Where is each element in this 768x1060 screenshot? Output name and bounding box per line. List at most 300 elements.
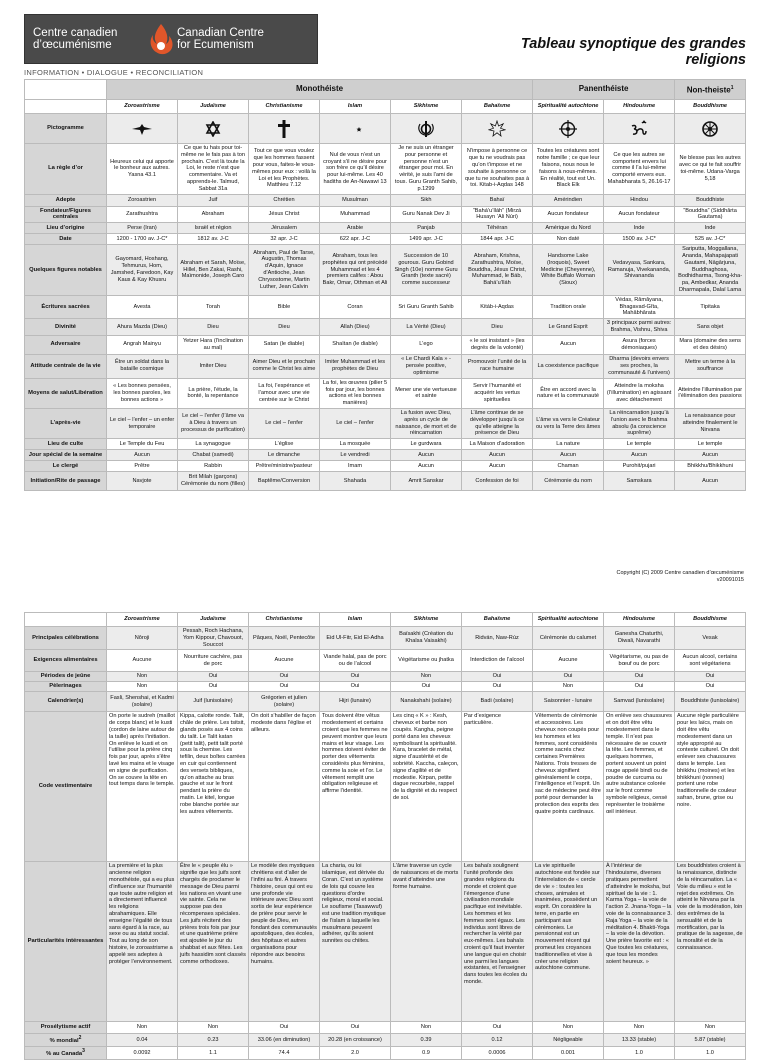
table-cell: Non bbox=[604, 1022, 675, 1034]
table-cell: L’âme continue de se développer jusqu’à ce qu’elle atteigne la présence de Dieu bbox=[462, 408, 533, 438]
table-cell: Allah (Dieu) bbox=[320, 319, 391, 336]
table-cell: Oui bbox=[178, 682, 249, 692]
table-cell: Baïsakhi (Création du Khalsa Vaisakhi) bbox=[391, 627, 462, 650]
row-label-text: Fondateur/Figures centrales bbox=[40, 207, 91, 221]
group-header-non-theiste bbox=[675, 80, 746, 100]
table-cell: Oui bbox=[675, 672, 746, 682]
table-cell: Ahura Mazda (Dieu) bbox=[107, 319, 178, 336]
table-cell: Cérémonie du calumet bbox=[533, 627, 604, 650]
table-cell: Aucune bbox=[533, 650, 604, 672]
table-cell: Le ciel – l’enfer (l’âme va à Dieu à travers un processus de purification) bbox=[178, 408, 249, 438]
column-header-zoroastrisme: Zoroastrisme bbox=[107, 613, 178, 627]
table-cell: 1200 - 1700 av. J-C* bbox=[107, 234, 178, 245]
table-cell: Hindou bbox=[604, 194, 675, 206]
pictogram-cell-hindouisme bbox=[604, 114, 675, 144]
table-cell: 3 principaux parmi autres: Brahma, Vishnu, Shiva bbox=[604, 319, 675, 336]
table-cell: Tradition orale bbox=[533, 295, 604, 318]
pictogram-cell-bouddhisme bbox=[675, 114, 746, 144]
star-of-david-icon bbox=[180, 121, 246, 137]
table-row-exigences-alimentaires bbox=[25, 650, 746, 672]
table-cell: Dieu bbox=[462, 319, 533, 336]
table-cell: Prêtre/ministre/pasteur bbox=[249, 461, 320, 472]
table-cell: 0.0092 bbox=[107, 1047, 178, 1060]
row-label-moyens-de-salut-liberation bbox=[25, 378, 107, 408]
table-cell: La Maison d’adoration bbox=[462, 439, 533, 450]
non-theiste-label: Non-theiste bbox=[686, 85, 731, 95]
table-cell: Être un soldat dans la bataille cosmique bbox=[107, 354, 178, 378]
flame-logo-icon bbox=[147, 22, 175, 56]
synoptic-table-part1 bbox=[24, 79, 746, 491]
table-cell: Le ciel – l’enfer bbox=[249, 408, 320, 438]
table-cell: Oui bbox=[320, 672, 391, 682]
table-cell: Non bbox=[107, 1022, 178, 1034]
table-cell: Bouddhiste (lunisolaire) bbox=[675, 692, 746, 712]
table-cell: Samskara bbox=[604, 472, 675, 491]
row-label-text: Pictogramme bbox=[47, 125, 84, 132]
table-cell: Pessah, Roch Hachana, Yom Kippour, Chavouot, Souccot bbox=[178, 627, 249, 650]
table-row-pelerinages bbox=[25, 682, 746, 692]
table-cell: La charia, ou loi islamique, est dérivée du Coran. C’est un système de lois qui couvre les questions d’ordre religieux, moral et social. Le soufisme (Tasawwuf) est une tradition mystique de l’islam à laquelle les musulmans peuvent adhérer, qu’ils soient sunnites ou chiites. bbox=[320, 862, 391, 1022]
column-header-bouddhisme: Bouddhisme bbox=[675, 100, 746, 114]
table-cell: Imam bbox=[320, 461, 391, 472]
table-cell: Être en accord avec la nature et la communauté bbox=[533, 378, 604, 408]
row-label-text: Écritures sacrées bbox=[41, 303, 90, 310]
table-cell: La Vérité (Dieu) bbox=[391, 319, 462, 336]
row-label-ecritures-sacrees bbox=[25, 295, 107, 318]
table-cell: Atteindre la moksha (l’illumination) en agissant avec détachement bbox=[604, 378, 675, 408]
table-cell: Dieu bbox=[249, 319, 320, 336]
table-cell: Ridván, Naw-Rúz bbox=[462, 627, 533, 650]
table-cell: Ce que les autres se comportent envers lui comme il l’a lui-même comporté envers eux. Mahabharata 5, 26.16-17 bbox=[604, 144, 675, 195]
row-label-au-canada bbox=[25, 1047, 107, 1060]
table-cell: 5.87 (stable) bbox=[675, 1034, 746, 1047]
table-cell: Aucun bbox=[107, 450, 178, 461]
footnote-marker: 2 bbox=[78, 1035, 82, 1042]
faravahar-icon bbox=[109, 122, 175, 136]
table-cell: Mettre un terme à la souffrance bbox=[675, 354, 746, 378]
table-cell: Mener une vie vertueuse et sainte bbox=[391, 378, 462, 408]
table-cell: Sariputta, Moggallana, Ananda, Mahapajapati Gautami, Nāgārjuna, Buddhaghosa, Bodhidharma, Tsong-kha-pa, Ambedkar, Ananda Dharmapala, Dalaï Lama bbox=[675, 245, 746, 296]
table-cell: Non bbox=[533, 682, 604, 692]
table-cell: Shahada bbox=[320, 472, 391, 491]
row-label-text: Périodes de jeûne bbox=[40, 673, 91, 680]
row-label-date bbox=[25, 234, 107, 245]
table-cell: Par d’exigence particulière. bbox=[462, 712, 533, 862]
table-cell: Chaman bbox=[533, 461, 604, 472]
table-cell: Interdiction de l’alcool bbox=[462, 650, 533, 672]
table-cell: Guru Nanak Dev Ji bbox=[391, 206, 462, 223]
table-row-la-regle-d-or bbox=[25, 144, 746, 195]
table-cell: Toutes les créatures sont notre famille ; ce que leur faisons, nous nous le faisons à nous-mêmes. En réalité, tout est Un. Black Elk bbox=[533, 144, 604, 195]
table-row-initiation-rite-de-passage bbox=[25, 472, 746, 491]
table-cell: Non daté bbox=[533, 234, 604, 245]
table-cell: Tous doivent être vêtus modestement et certains croient que les femmes ne peuvent montrer que leurs mains et leur visage. Les hommes doivent éviter de porter des vêtements considérés plus féminins, comme la soie et l’or. Le vêtement remplit une obligation religieuse et affirme l’identité. bbox=[320, 712, 391, 862]
table-cell: Oui bbox=[462, 672, 533, 682]
table-row-particularites-interessantes bbox=[25, 862, 746, 1022]
table-cell: Oui bbox=[462, 1022, 533, 1034]
table-cell: L’âme traverse un cycle de naissances et de morts avant d’atteindre une forme humaine. bbox=[391, 862, 462, 1022]
table-cell: La vie spirituelle autochtone est fondée sur l’interrelation de « cercle de vie » : toutes les choses, animales et inanimées, possèdent un esprit. On considère la terre, en partie en participant aux cérémonies. Le pensionnat est un mouvement récent qui promeut les croyances traditionnelles et vise à créer une religion autochtone commune. bbox=[533, 862, 604, 1022]
table-cell: Oui bbox=[675, 682, 746, 692]
table-cell: Non bbox=[107, 672, 178, 682]
table-cell: 1.0 bbox=[675, 1047, 746, 1060]
khanda-icon bbox=[393, 120, 459, 138]
table-cell: Dieu bbox=[178, 319, 249, 336]
table-cell: La réincarnation jusqu’à l’union avec le Brahma absolu (la conscience suprême) bbox=[604, 408, 675, 438]
table-cell: Sans objet bbox=[675, 319, 746, 336]
pictogram-cell-judaisme bbox=[178, 114, 249, 144]
table-cell: Oui bbox=[320, 1022, 391, 1034]
row-label-text: Quelques figures notables bbox=[29, 266, 102, 273]
table-cell: 0.04 bbox=[107, 1034, 178, 1047]
table-cell: La prière, l’étude, la bonté, la repentance bbox=[178, 378, 249, 408]
table-cell: La première et la plus ancienne religion monothéiste, qui a eu plus d’influence sur l’humanité que toute autre religion et a directement influencé les religions abrahamiques. Elle enseigne l’égalité de tous sans égard à la race, au sexe ou au statut social. Tout au long de son histoire, le zoroastrisme a appelé ses adeptes à protéger l’environnement. bbox=[107, 862, 178, 1022]
table-cell: 0.12 bbox=[462, 1034, 533, 1047]
table-cell: Oui bbox=[249, 672, 320, 682]
row-label-quelques-figures-notables bbox=[25, 245, 107, 296]
table-cell: Oui bbox=[462, 682, 533, 692]
logo-tagline: INFORMATION • DIALOGUE • RECONCILIATION bbox=[24, 68, 204, 77]
logo bbox=[24, 14, 318, 64]
table-cell: Servir l’humanité et acquérir les vertus spirituelles bbox=[462, 378, 533, 408]
table-cell: Brit Milah (garçons) Cérémonie du nom (filles) bbox=[178, 472, 249, 491]
synoptic-table-part2 bbox=[24, 612, 746, 1060]
row-label-pelerinages bbox=[25, 682, 107, 692]
group-header-panentheiste: Panenthéiste bbox=[533, 80, 675, 100]
table-cell: Ganesha Chaturthi, Diwali, Navarathi bbox=[604, 627, 675, 650]
table-cell: Non bbox=[675, 1022, 746, 1034]
table-cell: Satan (le diable) bbox=[249, 335, 320, 354]
table-cell: Kitáb-i-Aqdas bbox=[462, 295, 533, 318]
table-cell: 525 av. J-C* bbox=[675, 234, 746, 245]
pictogram-cell-christianisme bbox=[249, 114, 320, 144]
table-cell: Non bbox=[107, 682, 178, 692]
row-label-la-regle-d-or bbox=[25, 144, 107, 195]
table-cell: « le soi insistant » (les degrés de la volonté) bbox=[462, 335, 533, 354]
table-cell: 1499 apr. J-C bbox=[391, 234, 462, 245]
table-cell: Le temple bbox=[675, 439, 746, 450]
table-cell: Sikh bbox=[391, 194, 462, 206]
footer bbox=[617, 570, 744, 584]
copyright-text: Copyright (C) 2009 Centre canadien d’œcuménisme bbox=[616, 570, 744, 576]
table-cell: 0.0006 bbox=[462, 1047, 533, 1060]
table-cell: Zoroastrien bbox=[107, 194, 178, 206]
table-cell: Végétarisme ou jhatka bbox=[391, 650, 462, 672]
column-header-spiritualite-autochtone: Spiritualité autochtone bbox=[533, 100, 604, 114]
table-row-lieu-d-origine bbox=[25, 223, 746, 234]
logo-text-en: Canadian Centre for Ecumenism bbox=[177, 27, 264, 51]
table-cell: « Les bonnes pensées, les bonnes paroles, les bonnes actions » bbox=[107, 378, 178, 408]
row-label-lieu-de-culte bbox=[25, 439, 107, 450]
table-cell: Avesta bbox=[107, 295, 178, 318]
pictogram-cell-zoroastrisme bbox=[107, 114, 178, 144]
table-cell: Arabie bbox=[320, 223, 391, 234]
row-label-text: % mondial bbox=[49, 1038, 79, 1045]
table-row-ecritures-sacrees bbox=[25, 295, 746, 318]
version-text: v20091015 bbox=[716, 577, 744, 583]
table-cell: 74.4 bbox=[249, 1047, 320, 1060]
table-cell: Aucune bbox=[107, 650, 178, 672]
group-header-monotheiste: Monothéiste bbox=[107, 80, 533, 100]
table-cell: Bouddhiste bbox=[675, 194, 746, 206]
column-header-zoroastrisme: Zoroastrisme bbox=[107, 100, 178, 114]
table-cell: Prêtre bbox=[107, 461, 178, 472]
row-label-exigences-alimentaires bbox=[25, 650, 107, 672]
table-cell: “Bouddha” (Siddhârta Gautama) bbox=[675, 206, 746, 223]
table-row-mondial bbox=[25, 1034, 746, 1047]
row-label-text: Lieu de culte bbox=[47, 440, 84, 447]
table-row-quelques-figures-notables bbox=[25, 245, 746, 296]
table-cell: Oui bbox=[249, 1022, 320, 1034]
dharma-wheel-icon bbox=[677, 120, 743, 138]
table-cell: Non bbox=[391, 1022, 462, 1034]
table-cell: Cérémonie du nom bbox=[533, 472, 604, 491]
table-cell: Aucun fondateur bbox=[604, 206, 675, 223]
pictogram-cell-spiritualite-autochtone bbox=[533, 114, 604, 144]
table-cell: Imiter Dieu bbox=[178, 354, 249, 378]
table-cell: Chrétien bbox=[249, 194, 320, 206]
table-cell: La nature bbox=[533, 439, 604, 450]
table-cell: Ce que tu hais pour toi-même ne le fais pas à ton prochain. C’est là toute la Loi, le reste n’est que commentaire. Va et apprends-le. Talmud, Sabbat 31a bbox=[178, 144, 249, 195]
table-cell: À l’intérieur de l’hindouisme, diverses pratiques permettent d’atteindre le moksha, but spirituel de la vie : 1. Karma Yoga – la voie de l’action 2. Jnana-Yoga – la voie de la connaissance 3. Raja Yoga – la voie de la méditation 4. Bhakti-Yoga – la voie de la dévotion. Une prière favorite est : « Que toutes les créatures, que tous les mondes soient heureux. » bbox=[604, 862, 675, 1022]
table-cell: Bahaï bbox=[462, 194, 533, 206]
column-header-bahaisme: Bahaïsme bbox=[462, 613, 533, 627]
medicine-wheel-icon bbox=[535, 119, 601, 139]
table-cell: Samvad (lunisolaire) bbox=[604, 692, 675, 712]
table-cell: Oui bbox=[391, 682, 462, 692]
table-cell: Perse (Iran) bbox=[107, 223, 178, 234]
table-cell: Kippa, calotte ronde. Talit, châle de prière. Les tsitsit, glands posés aux 4 coins du talit. Le Talit katan (petit talit), petit talit porté sous la chemise. Les tefilin, deux boîtes carrées en cuir qui contiennent des versets bibliques, qu’on attache au bras gauche et sur le front pendant la prière du matin. Le kitel, longue robe blanche portée sur les autres vêtements. bbox=[178, 712, 249, 862]
table-cell: 20.28 (en croissance) bbox=[320, 1034, 391, 1047]
star-and-crescent-icon bbox=[322, 120, 388, 138]
table-cell: 2.0 bbox=[320, 1047, 391, 1060]
row-label-fondateur-figures-centrales bbox=[25, 206, 107, 223]
table-cell: Jésus Christ bbox=[249, 206, 320, 223]
table-cell: Imiter Muhammad et les prophètes de Dieu bbox=[320, 354, 391, 378]
table-cell: Aucun bbox=[675, 450, 746, 461]
table-cell: « Le Chardi Kala » - pensée positive, optimisme bbox=[391, 354, 462, 378]
row-label-initiation-rite-de-passage bbox=[25, 472, 107, 491]
table-row-divinite bbox=[25, 319, 746, 336]
row-label-text: La règle d’or bbox=[48, 165, 83, 172]
table-cell: Musulman bbox=[320, 194, 391, 206]
table-cell: Inde bbox=[604, 223, 675, 234]
row-label-periodes-de-jeune bbox=[25, 672, 107, 682]
table-cell: Aimer Dieu et le prochain comme le Christ les aime bbox=[249, 354, 320, 378]
table-cell: Grégorien et julien (solaire) bbox=[249, 692, 320, 712]
table-cell: Dharma (devoirs envers ses proches, la communauté & l’univers) bbox=[604, 354, 675, 378]
table-cell: “Bahá’u’lláh” (Mirzá Husayn ‘Ali Núri) bbox=[462, 206, 533, 223]
table-cell: Eid Ul-Fitr, Eid El-Adha bbox=[320, 627, 391, 650]
table-cell: Confession de foi bbox=[462, 472, 533, 491]
table-cell: Aucun alcool, certains sont végétariens bbox=[675, 650, 746, 672]
table-cell: Shaïtan (le diable) bbox=[320, 335, 391, 354]
table-cell: Badi (solaire) bbox=[462, 692, 533, 712]
table-cell: Chabat (samedi) bbox=[178, 450, 249, 461]
table-row-jour-special-de-la-semaine bbox=[25, 450, 746, 461]
table-cell: Aucune bbox=[249, 650, 320, 672]
table-cell: 1844 apr. J-C bbox=[462, 234, 533, 245]
table-cell: La coexistence pacifique bbox=[533, 354, 604, 378]
table-cell: La fusion avec Dieu, après un cycle de naissance, de mort et de réincarnation bbox=[391, 408, 462, 438]
table-cell: Le ciel – l’enfer bbox=[320, 408, 391, 438]
table-cell: 1812 av. J-C bbox=[178, 234, 249, 245]
table-cell: Zarathushtra bbox=[107, 206, 178, 223]
row-label-text: Calendrier(s) bbox=[47, 698, 84, 705]
table-cell: 13.33 (stable) bbox=[604, 1034, 675, 1047]
table-cell: Vêtements de cérémonie et accessoires. Les cheveux non coupés pour les hommes et les femmes, sont considérés comme sacrés chez certaines Premières Nations. Trois tresses de cheveux signifient généralement le corps, l’intelligence et l’esprit. Un sac de médecine peut être porté pour demander la protection des esprits des quatre points cardinaux. bbox=[533, 712, 604, 862]
table-cell: N’impose à personne ce que tu ne voudrais pas qu’on t’impose et ne souhaite à personne ce que tu ne souhaites pas à toi. Kitab-i-Aqdas 148 bbox=[462, 144, 533, 195]
table-cell: Négligeable bbox=[533, 1034, 604, 1047]
table-cell: 622 apr. J-C bbox=[320, 234, 391, 245]
column-header-christianisme: Christianisme bbox=[249, 613, 320, 627]
table-cell: Les cinq « K » : Kesh, cheveux et barbe non coupés. Kangha, peigne porté dans les cheveux symbolisant la spiritualité. Kara, bracelet de métal, signe d’austérité et de sobriété. Kaccha, caleçon, signe d’agilité et de modestie. Kirpan, petite dague recourbée, rappel de la dignité et du respect de soi. bbox=[391, 712, 462, 862]
table-cell: Vedavyasa, Sankara, Ramanuja, Vivekananda, Shivananda bbox=[604, 245, 675, 296]
header-empty-cell bbox=[25, 100, 107, 114]
table-cell: Aucun bbox=[462, 461, 533, 472]
row-label-text: Principales célébrations bbox=[32, 634, 99, 641]
table-cell: La foi, l’espérance et l’amour avec une vie centrée sur le Christ bbox=[249, 378, 320, 408]
table-cell: Oui bbox=[604, 682, 675, 692]
table-cell: Abraham, Paul de Tarse, Augustin, Thomas d’Aquin, Ignace d’Antioche, Jean Chrysostome, Martin Luther, Jean Calvin bbox=[249, 245, 320, 296]
table-cell: Angrah Mainyu bbox=[107, 335, 178, 354]
table-cell: Ne blesse pas les autres avec ce qui te fait souffrir toi-même. Udana-Varga 5,18 bbox=[675, 144, 746, 195]
table-cell: 1.1 bbox=[178, 1047, 249, 1060]
row-label-text: Divinité bbox=[55, 323, 76, 330]
table-row-adepte bbox=[25, 194, 746, 206]
table-row-le-clerge bbox=[25, 461, 746, 472]
table-cell: Tout ce que vous voulez que les hommes fassent pour vous, faites-le vous-mêmes pour eux : voilà la Loi et les Prophètes. Matthieu 7.12 bbox=[249, 144, 320, 195]
table-cell: Le modèle des mystiques chrétiens est d’aller de l’infini au fini. À travers l’histoire, ceux qui ont eu une profonde vie intérieure avec Dieu sont sortis de leur expérience de prière pour servir le peuple de Dieu, en fondant des communautés apostoliques, des écoles, des hôpitaux et autres organisations pour répondre aux besoins humains. bbox=[249, 862, 320, 1022]
table-cell: Amérindien bbox=[533, 194, 604, 206]
table-row-calendrier-s bbox=[25, 692, 746, 712]
table-cell: Aucun bbox=[533, 450, 604, 461]
table-cell: L’âme va vers le Créateur ou vers la Terre des âmes bbox=[533, 408, 604, 438]
table-row-code-vestimentaire bbox=[25, 712, 746, 862]
row-label-mondial bbox=[25, 1034, 107, 1047]
table-cell: Abraham, tous les prophètes qui ont précédé Muhammad et les 4 premiers califes : Abou Bakr, Omar, Othman et Ali bbox=[320, 245, 391, 296]
table-cell: Abraham bbox=[178, 206, 249, 223]
table-cell: Baptême/Conversion bbox=[249, 472, 320, 491]
table-cell: Asura (forces démoniaques) bbox=[604, 335, 675, 354]
table-cell: Le ciel – l’enfer – un enfer temporaire bbox=[107, 408, 178, 438]
table-cell: Hijri (lunaire) bbox=[320, 692, 391, 712]
row-label-l-apres-vie bbox=[25, 408, 107, 438]
table-cell: Oui bbox=[320, 682, 391, 692]
table-cell: Non bbox=[533, 1022, 604, 1034]
row-label-text: Adepte bbox=[55, 196, 76, 203]
table-cell: 32 apr. J-C bbox=[249, 234, 320, 245]
table-cell: Non bbox=[391, 672, 462, 682]
table-cell: L’ego bbox=[391, 335, 462, 354]
table-cell: Le Temple du Feu bbox=[107, 439, 178, 450]
table-cell: Aucun bbox=[604, 450, 675, 461]
table-cell: Aucun bbox=[391, 461, 462, 472]
table-cell: Aucun bbox=[462, 450, 533, 461]
table-cell: Sri Guru Granth Sahib bbox=[391, 295, 462, 318]
table-cell: Le Grand Esprit bbox=[533, 319, 604, 336]
table-cell: Torah bbox=[178, 295, 249, 318]
table-cell: Le dimanche bbox=[249, 450, 320, 461]
table-cell: Amrit Sanskar bbox=[391, 472, 462, 491]
table-cell: Inde bbox=[675, 223, 746, 234]
table-cell: Aucun bbox=[391, 450, 462, 461]
column-header-hindouisme: Hindouisme bbox=[604, 100, 675, 114]
table-cell: Nanakshahi (solaire) bbox=[391, 692, 462, 712]
table-cell: Vesak bbox=[675, 627, 746, 650]
row-label-calendrier-s bbox=[25, 692, 107, 712]
table-cell: Je ne suis un étranger pour personne et personne n’est un étranger pour moi. En vérité, je suis l’ami de tous. Guru Granth Sahib, p.1299 bbox=[391, 144, 462, 195]
table-cell: Végétarisme, ou pas de bœuf ou de porc bbox=[604, 650, 675, 672]
table-cell: On porte le sudreh (maillot de corps blanc) et le kusti (cordon de laine autour de la taille) après l’initiation. On enlève le kusti et on l’utilise pour la prière cinq fois par jour, après s’être lavé les mains et le visage en signe de purification. On se couvre la tête en tout temps dans le temple. bbox=[107, 712, 178, 862]
table-row-date bbox=[25, 234, 746, 245]
table-cell: 0.9 bbox=[391, 1047, 462, 1060]
header-empty-cell bbox=[25, 613, 107, 627]
column-header-hindouisme: Hindouisme bbox=[604, 613, 675, 627]
table-cell: Les bahaïs soulignent l’unité profonde des grandes religions du monde et croient que l’émergence d’une civilisation mondiale pacifique est inévitable. Les hommes et les femmes sont égaux. Les individus sont libres de rechercher la vérité par eux-mêmes. Les bahaïs croient qu’il faut inventer une langue qui en choisir une parmi les langues existantes, et l’enseigner dans toutes les écoles du monde. bbox=[462, 862, 533, 1022]
table-cell: Bhikkhu/Bhikkhuni bbox=[675, 461, 746, 472]
header-empty-cell bbox=[25, 80, 107, 100]
table-cell: On enlève ses chaussures et on doit être vêtu modestement dans le temple. Il n’est pas nécessaire de se couvrir la tête. Les femmes, et quelques hommes, portent souvent un point rouge appelé bindi ou de poudre de curcuma ou autre substance colorée sur le front comme symbole religieux, censé représenter le troisième œil intérieur. bbox=[604, 712, 675, 862]
row-label-jour-special-de-la-semaine bbox=[25, 450, 107, 461]
row-label-text: Adversaire bbox=[50, 341, 81, 348]
table-cell: Le temple bbox=[604, 439, 675, 450]
row-label-text: Date bbox=[59, 235, 72, 242]
row-label-text: Pèlerinages bbox=[49, 683, 82, 690]
table-cell: Aucun bbox=[675, 472, 746, 491]
table-cell: 0.39 bbox=[391, 1034, 462, 1047]
row-label-text: Attitude centrale de la vie bbox=[30, 362, 101, 369]
row-label-attitude-centrale-de-la-vie bbox=[25, 354, 107, 378]
table-cell: Gayomard, Hoshang, Tehmurus, Hom, Jamshed, Faredoon, Kay Kaus & Kay Khusru bbox=[107, 245, 178, 296]
table-cell: Panjab bbox=[391, 223, 462, 234]
table-row-periodes-de-jeune bbox=[25, 672, 746, 682]
table-row-principales-celebrations bbox=[25, 627, 746, 650]
table-cell: 1500 av. J-C* bbox=[604, 234, 675, 245]
table-cell: L’église bbox=[249, 439, 320, 450]
table-cell: Les bouddhistes croient à la renaissance, distincte de la réincarnation. La « Voie du milieu » est le rejet des extrêmes. On atteint le Nirvana par la voie de la modération, loin des extrêmes de la sensualité et de la mortification, par la pratique de la sagesse, de la moralité et de la connaissance. bbox=[675, 862, 746, 1022]
table-row-attitude-centrale-de-la-vie bbox=[25, 354, 746, 378]
row-label-text: L’après-vie bbox=[50, 420, 81, 427]
table-cell: La renaissance pour atteindre finalement le Nirvana bbox=[675, 408, 746, 438]
column-header-judaisme: Judaïsme bbox=[178, 100, 249, 114]
table-cell: Le vendredi bbox=[320, 450, 391, 461]
table-cell: Être le « peuple élu » signifie que les juifs sont chargés de proclamer le message de Dieu parmi les nations en vivant une vie sainte. Cela ne suppose pas des récompenses spéciales. Les juifs récitent des prières trois fois par jour et une quatrième prière est ajoutée le jour du shabbat et aux fêtes. Les juifs hassidim sont classés comme orthodoxes. bbox=[178, 862, 249, 1022]
pictogram-cell-bahaisme bbox=[462, 114, 533, 144]
table-cell: 0.001 bbox=[533, 1047, 604, 1060]
table-cell: La synagogue bbox=[178, 439, 249, 450]
table-cell: Handsome Lake (Iroquois), Sweet Medicine (Cheyenne), White Buffalo Woman (Sioux) bbox=[533, 245, 604, 296]
row-label-text: Lieu d’origine bbox=[46, 224, 85, 231]
table-cell: Amérique du Nord bbox=[533, 223, 604, 234]
row-label-text: Exigences alimentaires bbox=[33, 657, 98, 664]
table-cell: Abraham et Sarah, Moïse, Hillel, Ben Zakai, Rashi, Maïmonide, Joseph Caro bbox=[178, 245, 249, 296]
row-label-pictogramme bbox=[25, 114, 107, 144]
logo-text-fr: Centre canadien d’œcuménisme bbox=[33, 27, 118, 51]
latin-cross-icon bbox=[251, 120, 317, 138]
table-cell: Nourriture cachère, pas de porc bbox=[178, 650, 249, 672]
table-cell: Aucune règle particulière pour les laïcs, mais on doit être vêtu modestement dans un style approprié au contexte culturel. On doit enlever ses chaussures dans le temple. Les bhikkhu (moines) et les bhikkhuni (nonnes) portent une robe traditionnelle de couleur safran, brune, grise ou noire. bbox=[675, 712, 746, 862]
footnote-marker: 3 bbox=[82, 1048, 85, 1055]
table-cell: Navjote bbox=[107, 472, 178, 491]
table-cell: Abraham, Krishna, Zarathushtra, Moïse, Bouddha, Jésus Christ, Muhammad, le Báb, Bahá’u’lláh bbox=[462, 245, 533, 296]
table-cell: Pâques, Noël, Pentecôte bbox=[249, 627, 320, 650]
table-cell: La mosquée bbox=[320, 439, 391, 450]
table-row-fondateur-figures-centrales bbox=[25, 206, 746, 223]
table-cell: Israël et région bbox=[178, 223, 249, 234]
row-label-text: Initiation/Rite de passage bbox=[30, 477, 101, 484]
column-header-islam: Islam bbox=[320, 100, 391, 114]
